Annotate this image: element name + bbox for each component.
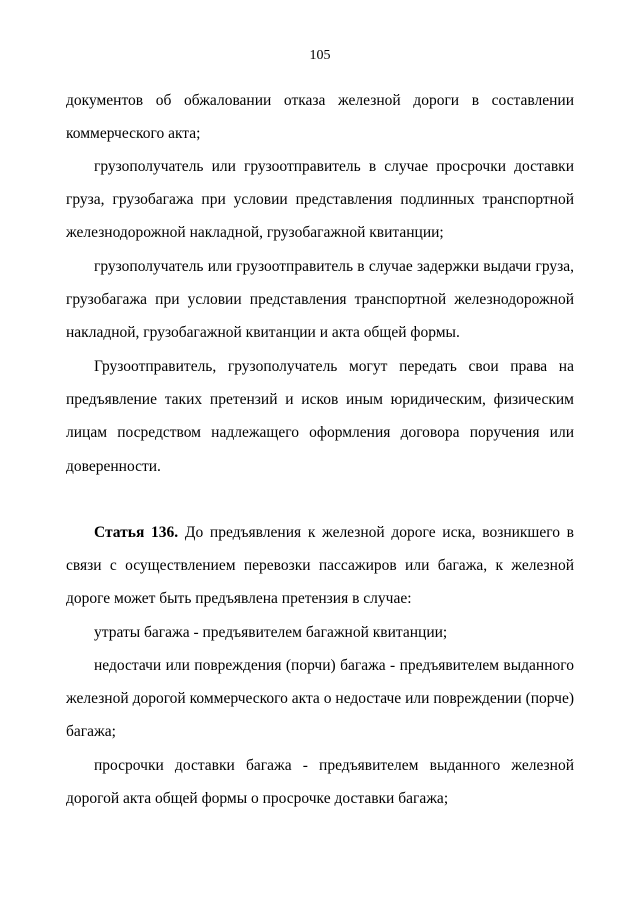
paragraph-2-line-2: груза, грузобагажа при условии представления подлинных транспортной — [66, 191, 574, 208]
article-136-line-1-text: До предъявления к железной дороге иска, возникшего в — [184, 524, 574, 541]
paragraph-3-line-1: грузополучатель или грузоотправитель в случае задержки выдачи груза, — [94, 258, 574, 275]
paragraph-3-line-3: накладной, грузобагажной квитанции и акта общей формы. — [66, 324, 460, 341]
paragraph-3-line-2: грузобагажа при условии представления транспортной железнодорожной — [66, 291, 574, 308]
paragraph-4-line-4: доверенности. — [66, 458, 161, 475]
paragraph-4-line-1: Грузоотправитель, грузополучатель могут передать свои права на — [94, 358, 574, 375]
paragraph-4-line-3: лицам посредством надлежащего оформления договора поручения или — [66, 424, 574, 441]
article-136-heading: Статья 136. — [94, 524, 179, 541]
paragraph-8-line-2: дорогой акта общей формы о просрочке доставки багажа; — [66, 790, 449, 807]
paragraph-8-line-1: просрочки доставки багажа - предъявителем выданного железной — [94, 757, 574, 774]
paragraph-1-line-1: документов об обжаловании отказа железной дороги в составлении — [66, 92, 574, 109]
paragraph-7-line-3: багажа; — [66, 723, 116, 740]
article-136-line-1 — [94, 523, 574, 543]
paragraph-7-line-1: недостачи или повреждения (порчи) багажа - предъявителем выданного — [94, 657, 574, 674]
article-136-line-3: дороге может быть предъявлена претензия в случае: — [66, 590, 412, 607]
paragraph-7-line-2: железной дорогой коммерческого акта о недостаче или повреждении (порче) — [66, 690, 574, 707]
paragraph-2-line-3: железнодорожной накладной, грузобагажной квитанции; — [66, 224, 444, 241]
paragraph-1-line-2: коммерческого акта; — [66, 125, 201, 142]
article-136-line-2: связи с осуществлением перевозки пассажиров или багажа, к железной — [66, 557, 574, 574]
page-number: 105 — [309, 48, 331, 63]
paragraph-6-line-1: утраты багажа - предъявителем багажной квитанции; — [94, 624, 448, 641]
paragraph-2-line-1: грузополучатель или грузоотправитель в случае просрочки доставки — [94, 158, 574, 175]
paragraph-4-line-2: предъявление таких претензий и исков иным юридическим, физическим — [66, 391, 574, 408]
